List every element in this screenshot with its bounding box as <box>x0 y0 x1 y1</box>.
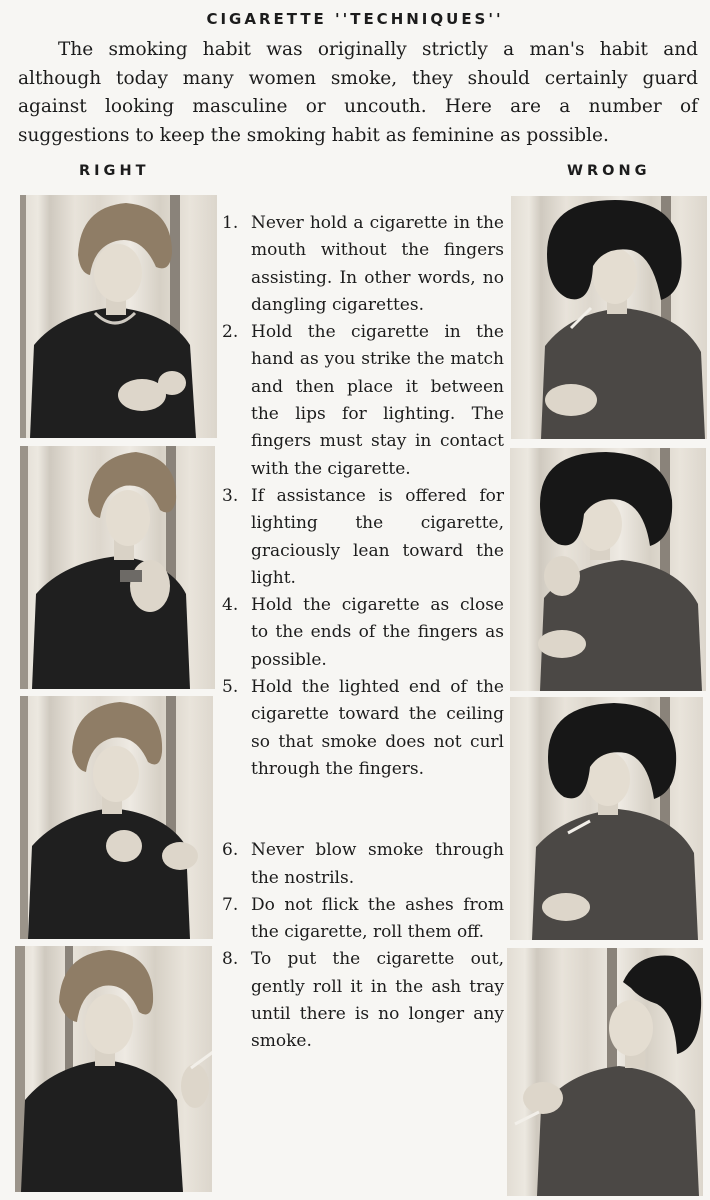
rule-text: Never blow smoke through the nostrils. <box>251 840 504 888</box>
rule-text: Hold the lighted end of the cigarette toward the ceiling so that smoke does not curl through the fingers. <box>251 677 504 779</box>
rule-number: 8. <box>222 949 239 970</box>
right-photo-1 <box>20 195 217 438</box>
rule-text: Hold the cigarette in the hand as you strike the match and then place it between the lips for lighting. The fingers must stay in contact with the cigarette. <box>251 322 504 479</box>
rule-number: 6. <box>222 840 239 861</box>
rule-item <box>222 210 504 319</box>
intro-paragraph: The smoking habit was originally strictly a man's habit and although today many women smoke, they should certainly guard against looking masculine or uncouth. Here are a number of suggestions to keep the smoking habit as feminine as possible. <box>18 39 698 146</box>
page-title: CIGARETTE ''TECHNIQUES'' <box>206 10 504 28</box>
wrong-column-heading: WRONG <box>567 163 651 179</box>
right-photo-4 <box>15 946 212 1192</box>
wrong-photo-3 <box>510 697 703 940</box>
right-column-heading: RIGHT <box>79 163 150 179</box>
rule-item <box>222 592 504 674</box>
rules-list <box>222 210 504 1056</box>
rule-item <box>222 946 504 1055</box>
rule-text: Never hold a cigarette in the mouth without the fingers assisting. In other words, no dangling cigarettes. <box>251 213 504 315</box>
rule-item <box>222 483 504 592</box>
rule-number: 5. <box>222 677 239 698</box>
rule-text: Do not flick the ashes from the cigarette, roll them off. <box>251 894 504 943</box>
rule-number: 4. <box>222 595 239 616</box>
rule-number: 2. <box>222 322 239 343</box>
rule-number: 7. <box>222 894 239 915</box>
wrong-photo-2 <box>510 448 706 691</box>
wrong-photo-1 <box>511 196 707 439</box>
rule-item <box>222 674 504 783</box>
rule-text: If assistance is offered for lighting the cigarette, graciously lean toward the light. <box>251 485 504 588</box>
right-photo-3 <box>20 696 213 939</box>
wrong-photo-4 <box>507 948 703 1196</box>
rule-text: Hold the cigarette as close to the ends of the fingers as possible. <box>251 595 504 670</box>
rule-item <box>222 837 504 892</box>
rule-item <box>222 892 504 947</box>
rule-item <box>222 319 504 483</box>
rule-text: To put the cigarette out, gently roll it in the ash tray until there is no longer any smoke. <box>251 949 504 1052</box>
right-photo-2 <box>20 446 215 689</box>
rule-number: 3. <box>222 485 239 506</box>
rule-number: 1. <box>222 213 239 233</box>
